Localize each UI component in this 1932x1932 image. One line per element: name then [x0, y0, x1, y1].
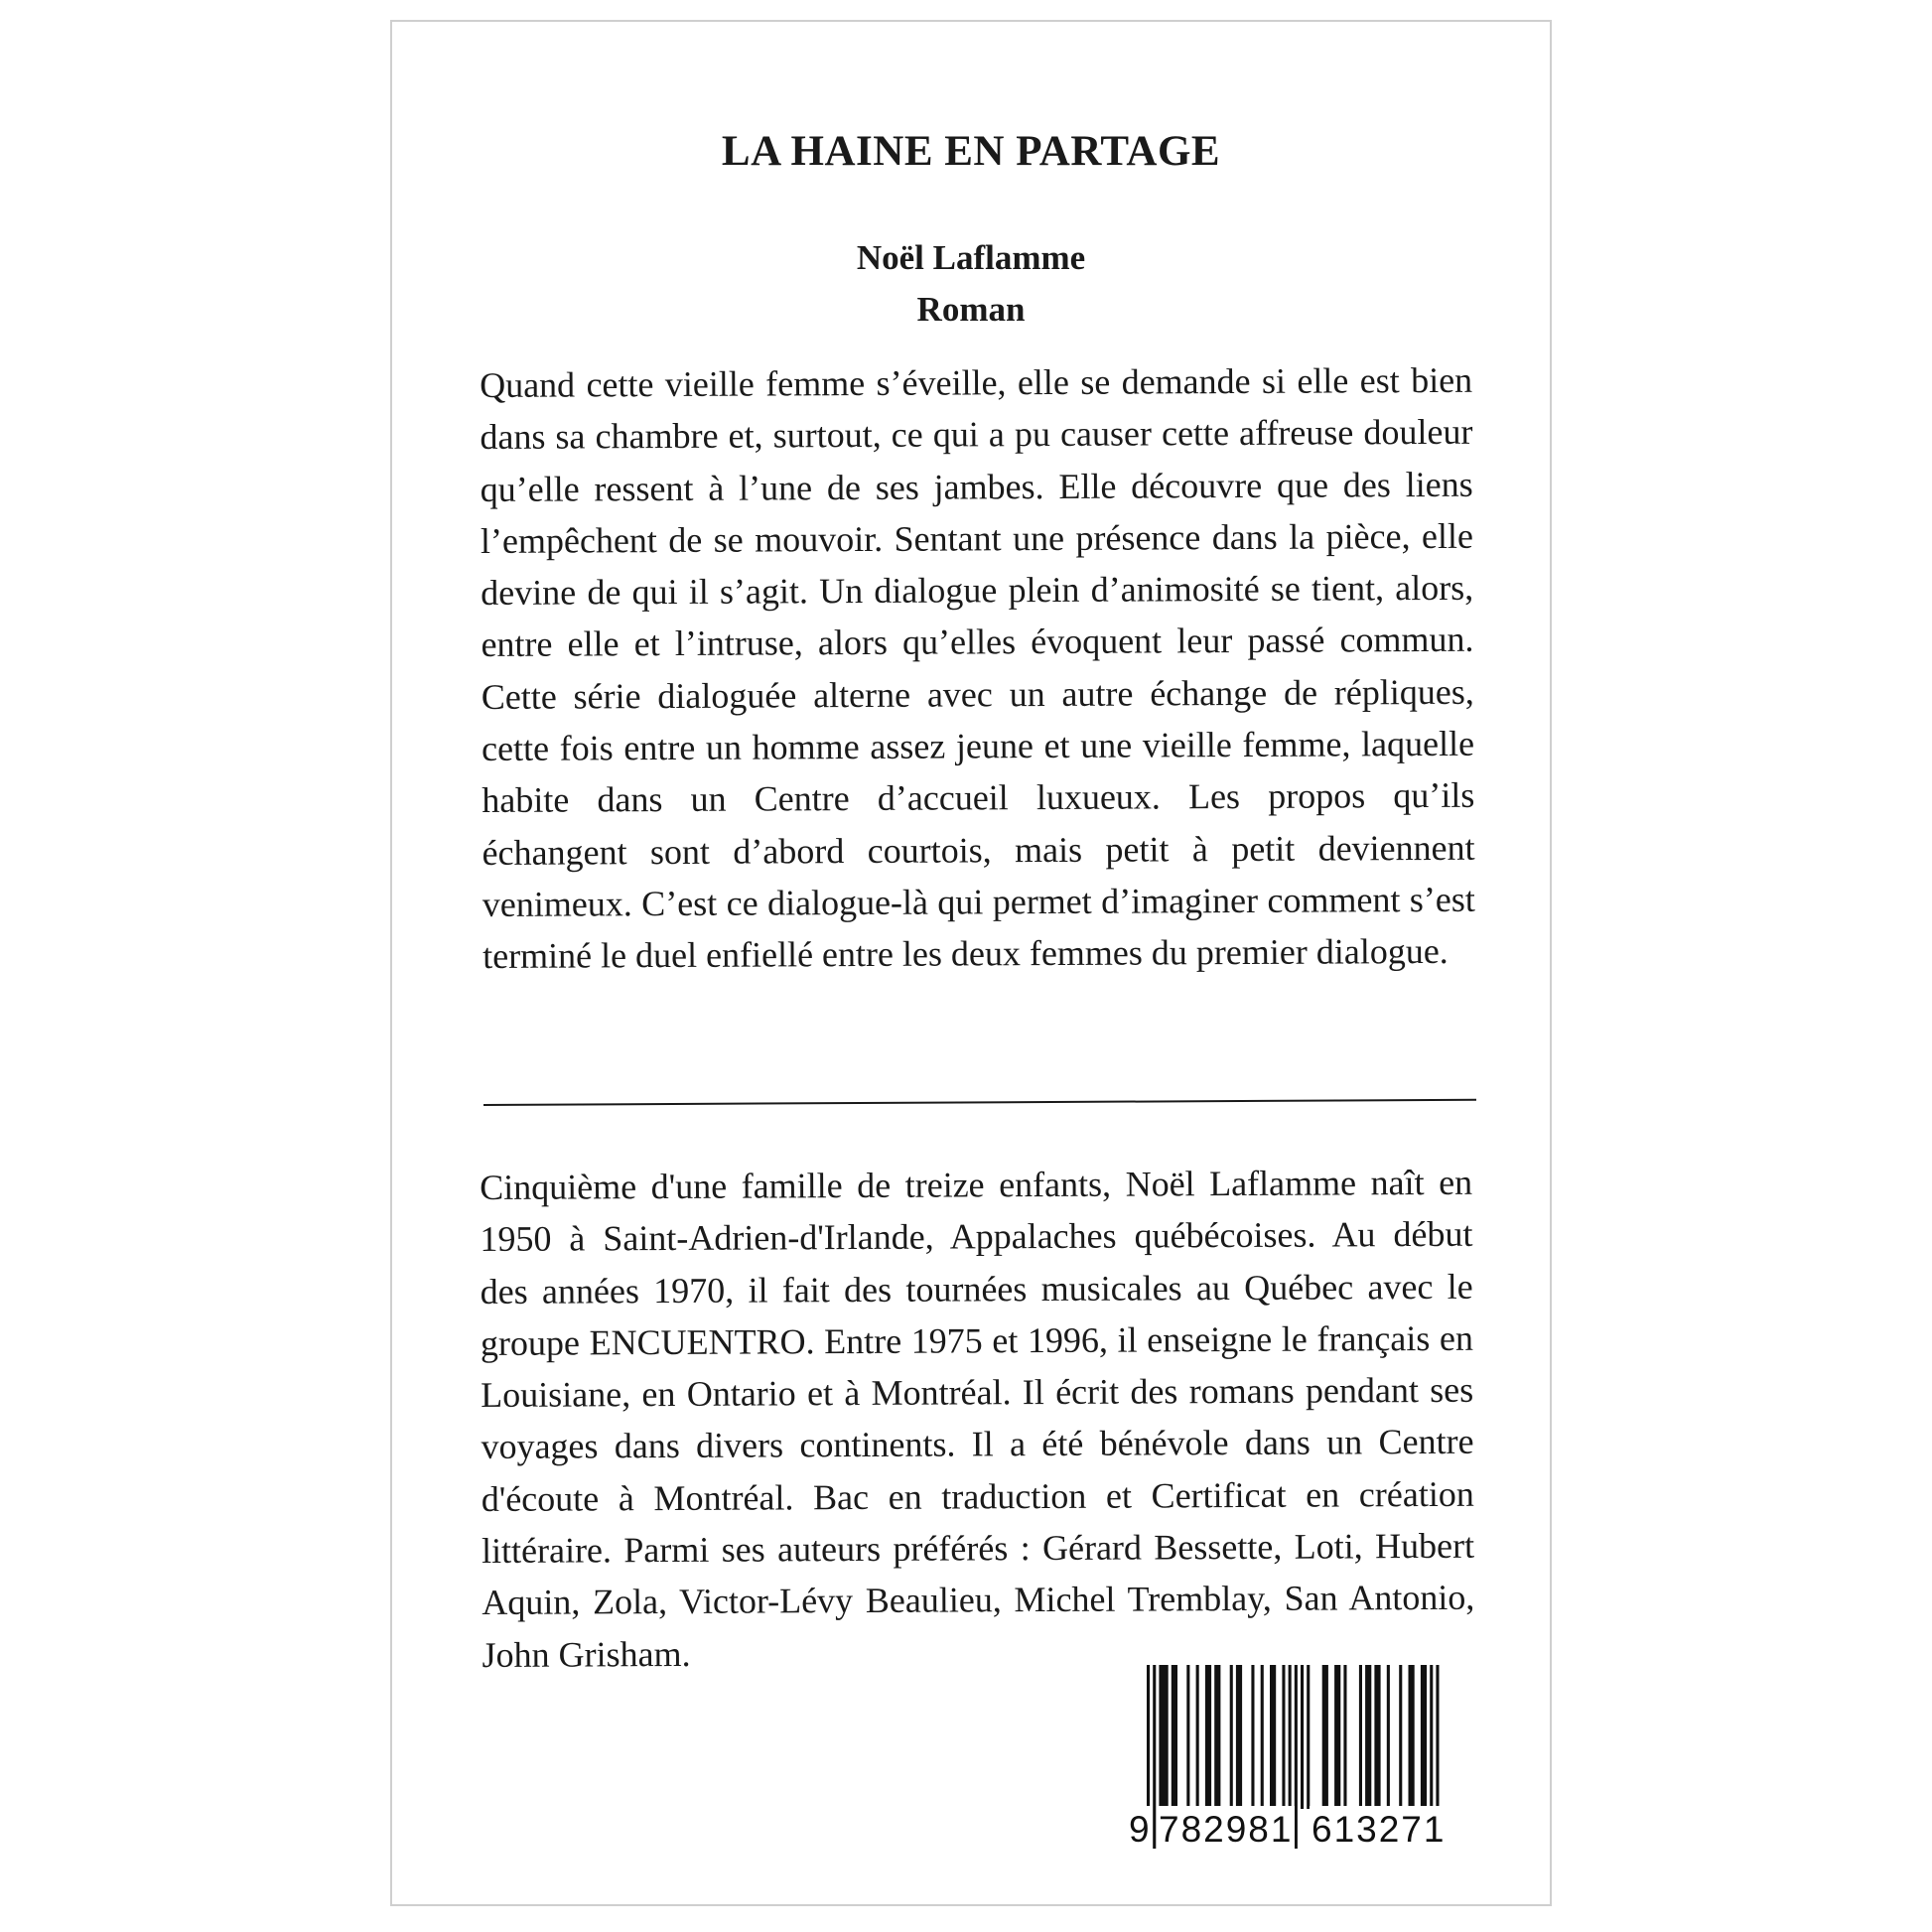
- barcode-left-group: 782981: [1157, 1806, 1295, 1854]
- author-bio-paragraph: Cinquième d'une famille de treize enfants, Noël Laflamme naît en 1950 à Saint-Adrien-d'Irlande, Appalaches québécoises. Au début des années 1970, il fait des tournées musicales au Québec avec le groupe ENCUENTRO. Entre 1975 et 1996, il enseigne le français en Louisiane, en Ontario et à Montréal. Il écrit des romans pendant ses voyages dans divers continents. Il a été bénévole dans un Centre d'écoute à Montréal. Bac en traduction et Certificat en création littéraire. Parmi ses auteurs préférés : Gérard Bessette, Loti, Hubert Aquin, Zola, Victor-Lévy Beaulieu, Michel Tremblay, San Antonio, John Grisham.: [480, 1162, 1475, 1675]
- barcode-bar: [1270, 1665, 1276, 1809]
- barcode-bar: [1365, 1665, 1371, 1809]
- barcode-bar: [1343, 1665, 1346, 1809]
- book-back-cover: [390, 20, 1552, 1906]
- barcode-bar: [1334, 1665, 1340, 1809]
- isbn-barcode: [1127, 1665, 1469, 1873]
- genre-label: Roman: [916, 290, 1026, 329]
- barcode-bar: [1409, 1665, 1415, 1809]
- barcode-bar: [1359, 1665, 1362, 1809]
- barcode-bar: [1322, 1665, 1328, 1809]
- barcode-bar: [1399, 1665, 1402, 1809]
- barcode-bar: [1374, 1665, 1380, 1809]
- barcode-bar: [1301, 1665, 1304, 1809]
- barcode-first-digit: 9: [1127, 1806, 1152, 1854]
- barcode-digits: [1127, 1806, 1469, 1865]
- barcode-bar: [1261, 1665, 1264, 1809]
- book-title: LA HAINE EN PARTAGE: [721, 128, 1221, 175]
- barcode-bar: [1236, 1665, 1242, 1809]
- barcode-bar: [1214, 1665, 1220, 1809]
- barcode-bar: [1186, 1665, 1189, 1809]
- barcode-bar: [1307, 1665, 1310, 1809]
- barcode-bar: [1421, 1665, 1427, 1809]
- barcode-bar: [1172, 1665, 1177, 1809]
- barcode-bar: [1159, 1665, 1168, 1809]
- barcode-bar: [1387, 1665, 1390, 1809]
- barcode-bar: [1230, 1665, 1233, 1809]
- barcode-bar: [1282, 1665, 1285, 1809]
- author-name: Noël Laflamme: [856, 238, 1086, 277]
- barcode-bar: [1205, 1665, 1211, 1809]
- synopsis-paragraph: Quand cette vieille femme s’éveille, elle se demande si elle est bien dans sa chambre et, surtout, ce qui a pu causer cette affreuse douleur qu’elle ressent à l’une de ses jambes. Elle découvre que des liens l’empêchent de se mouvoir. Sentant une présence dans la pièce, elle devine de qui il s’agit. Un dialogue plein d’animosité se tient, alors, entre elle et l’intruse, alors qu’elles évoquent leur passé commun. Cette série dialoguée alterne avec un autre échange de répliques, cette fois entre un homme assez jeune et une vieille femme, laquelle habite dans un Centre d’accueil luxueux. Les propos qu’ils échangent sont d’abord courtois, mais petit à petit deviennent venimeux. C’est ce dialogue-là qui permet d’imaginer comment s’est terminé le duel enfiellé entre les deux femmes du premier dialogue.: [480, 359, 1475, 977]
- barcode-right-group: 613271: [1310, 1806, 1448, 1854]
- barcode-bar: [1251, 1665, 1254, 1809]
- barcode-bar: [1196, 1665, 1199, 1809]
- section-divider: [483, 1099, 1476, 1106]
